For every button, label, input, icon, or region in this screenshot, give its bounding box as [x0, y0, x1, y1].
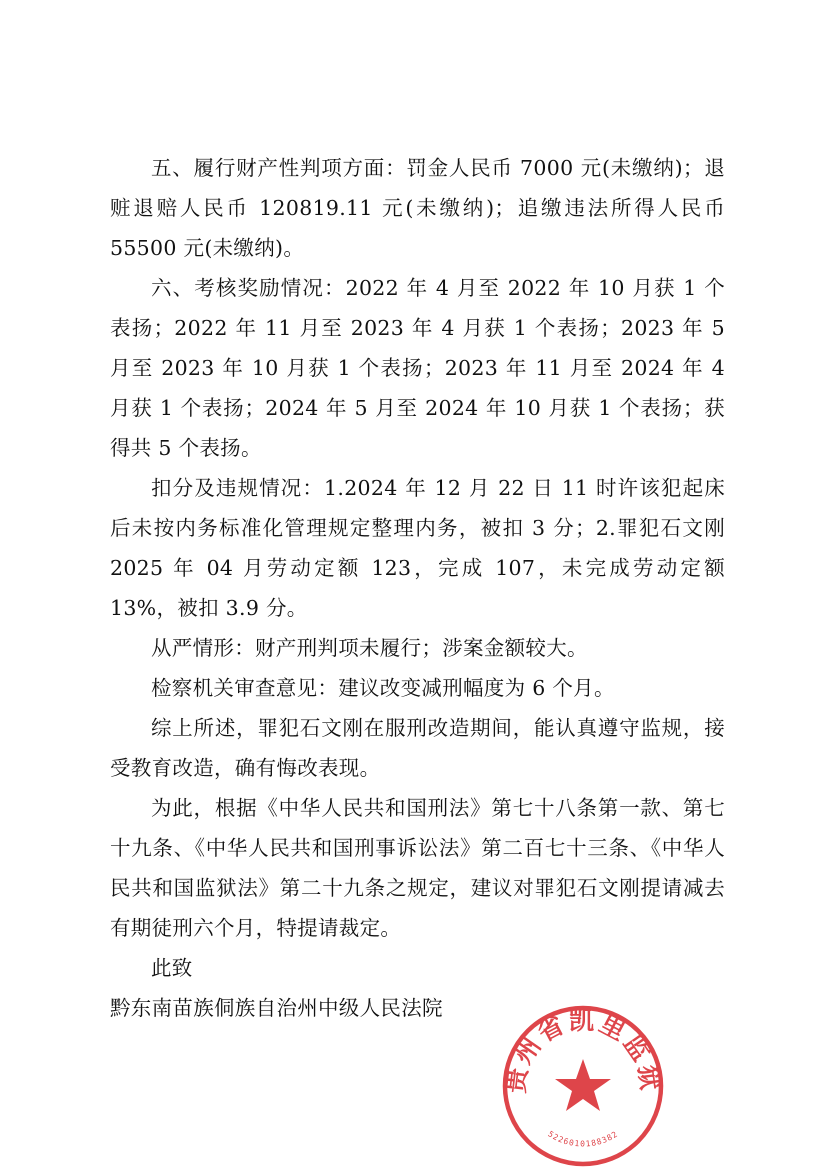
seal-star-icon [555, 1059, 611, 1111]
seal-text-path: 贵州省凯里监狱 [500, 1006, 666, 1095]
paragraph-rewards: 六、考核奖励情况：2022 年 4 月至 2022 年 10 月获 1 个表扬；2022 年 11 月至 2023 年 4 月获 1 个表扬；2023 年 5 月至 2023 年 10 月获 1 个表扬；2023 年 11 月至 2024 年 4 月获 1 个表扬；2024 年 5 月至 2024 年 10 月获 1 个表扬；获得共 5 个表扬。 [110, 276, 725, 460]
paragraph-summary: 综上所述，罪犯石文刚在服刑改造期间，能认真遵守监规，接受教育改造，确有悔改表现。 [110, 716, 725, 780]
official-seal-stamp [500, 1003, 666, 1169]
paragraph-salutation: 此致 [151, 956, 193, 980]
paragraph-procuratorate-opinion: 检察机关审查意见：建议改变减刑幅度为 6 个月。 [151, 676, 615, 700]
paragraph-deductions: 扣分及违规情况：1.2024 年 12 月 22 日 11 时许该犯起床后未按内务标准化管理规定整理内务，被扣 3 分；2.罪犯石文刚 2025 年 04 月劳动定额 123，完成 107，未完成劳动定额 13%，被扣 3.9 分。 [110, 476, 725, 620]
paragraph-property-judgment: 五、履行财产性判项方面：罚金人民币 7000 元(未缴纳)；退赃退赔人民币 120819.11 元(未缴纳)；追缴违法所得人民币 55500 元(未缴纳)。 [110, 156, 725, 260]
paragraph-strict-circumstances: 从严情形：财产刑判项未履行；涉案金额较大。 [151, 636, 588, 660]
seal-code-path: 5226010188382 [546, 1129, 620, 1149]
paragraph-legal-basis: 为此，根据《中华人民共和国刑法》第七十八条第一款、第七十九条、《中华人民共和国刑事诉讼法》第二百七十三条、《中华人民共和国监狱法》第二十九条之规定，建议对罪犯石文刚提请减去有期徒刑六个月，特提请裁定。 [110, 796, 725, 940]
seal-code [546, 1129, 619, 1148]
document-body [110, 148, 725, 1028]
recipient-court: 黔东南苗族侗族自治州中级人民法院 [110, 996, 443, 1020]
